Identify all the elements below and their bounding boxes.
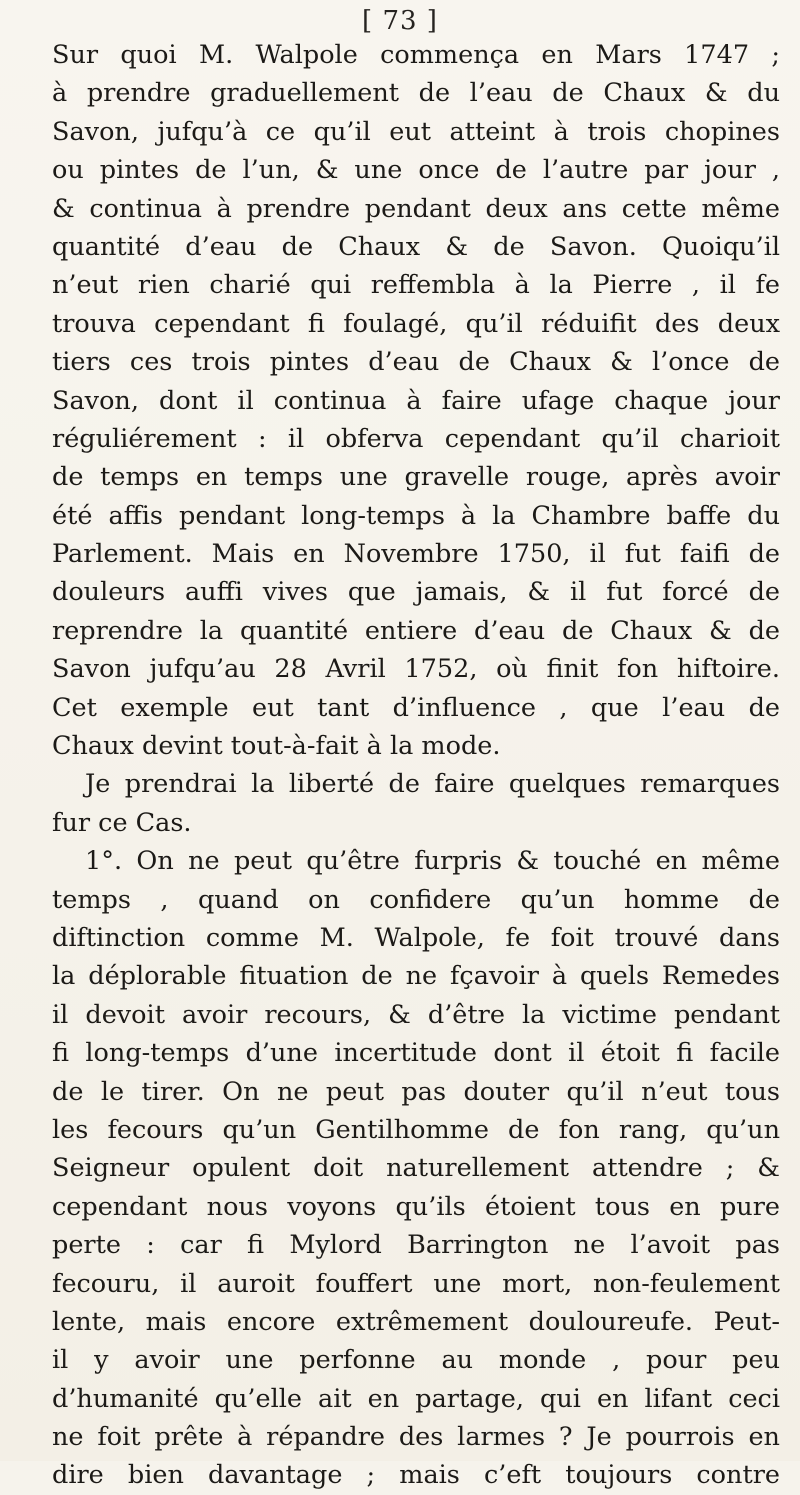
text-line: Savon, jufqu’à ce qu’il eut atteint à trois chopines bbox=[52, 116, 780, 147]
text-line: Cet exemple eut tant d’influence , que l’eau de bbox=[52, 692, 780, 723]
text-line: Savon, dont il continua à faire ufage chaque jour bbox=[52, 385, 780, 416]
text-line: d’humanité qu’elle ait en partage, qui en lifant ceci bbox=[52, 1383, 780, 1414]
text-line: lente, mais encore extrêmement douloureufe. Peut- bbox=[52, 1306, 780, 1337]
text-line: Sur quoi M. Walpole commença en Mars 1747 ; bbox=[52, 40, 780, 70]
text-line: Parlement. Mais en Novembre 1750, il fut faifi de bbox=[52, 539, 780, 570]
text-line: reprendre la quantité entiere d’eau de Chaux & de bbox=[52, 615, 780, 646]
text-line: la déplorable fituation de ne fçavoir à quels Remedes bbox=[52, 961, 780, 992]
text-line: fi long-temps d’une incertitude dont il étoit fi facile bbox=[52, 1038, 780, 1069]
text-line: douleurs auffi vives que jamais, & il fut forcé de bbox=[52, 577, 780, 608]
body-text bbox=[52, 36, 780, 1495]
text-line: Seigneur opulent doit naturellement attendre ; & bbox=[52, 1153, 780, 1184]
text-line: ne foit prête à répandre des larmes ? Je pourrois en bbox=[52, 1422, 780, 1453]
page-number: [ 73 ] bbox=[362, 6, 438, 36]
text-line: il devoit avoir recours, & d’être la victime pendant bbox=[52, 999, 780, 1030]
text-line: fur ce Cas. bbox=[52, 807, 192, 838]
text-line: & continua à prendre pendant deux ans cette même bbox=[52, 193, 780, 224]
text-line: Chaux devint tout-à-fait à la mode. bbox=[52, 731, 501, 762]
text-line: de temps en temps une gravelle rouge, après avoir bbox=[52, 462, 780, 493]
text-line: à prendre graduellement de l’eau de Chaux & du bbox=[52, 78, 780, 109]
text-line: temps , quand on confidere qu’un homme de bbox=[52, 884, 780, 915]
text-line: perte : car fi Mylord Barrington ne l’avoit pas bbox=[52, 1230, 780, 1261]
text-line: quantité d’eau de Chaux & de Savon. Quoiqu’il bbox=[52, 231, 780, 262]
text-line: réguliérement : il obferva cependant qu’il charioit bbox=[52, 423, 780, 454]
text-line: été affis pendant long-temps à la Chambre baffe du bbox=[52, 500, 780, 531]
text-line: de le tirer. On ne peut pas douter qu’il n’eut tous bbox=[52, 1076, 780, 1107]
text-line: diftinction comme M. Walpole, fe foit trouvé dans bbox=[52, 922, 780, 953]
text-line: trouva cependant fi foulagé, qu’il réduifit des deux bbox=[52, 308, 780, 339]
text-line: tiers ces trois pintes d’eau de Chaux & l’once de bbox=[52, 347, 780, 378]
text-line: il y avoir une perfonne au monde , pour peu bbox=[52, 1345, 780, 1376]
text-line: 1°. On ne peut qu’être furpris & touché en même bbox=[85, 846, 780, 877]
text-line: Je prendrai la liberté de faire quelques remarques bbox=[85, 769, 780, 800]
text-line: ou pintes de l’un, & une once de l’autre par jour , bbox=[52, 155, 780, 186]
text-line: n’eut rien charié qui reffembla à la Pierre , il fe bbox=[52, 270, 780, 301]
text-line: les fecours qu’un Gentilhomme de fon rang, qu’un bbox=[52, 1114, 780, 1145]
text-line: fecouru, il auroit fouffert une mort, non-feulement bbox=[52, 1268, 780, 1299]
text-line: Savon jufqu’au 28 Avril 1752, où finit fon hiftoire. bbox=[52, 654, 780, 685]
text-line: dire bien davantage ; mais c’eft toujours contre bbox=[52, 1460, 780, 1491]
text-line: cependant nous voyons qu’ils étoient tous en pure bbox=[52, 1191, 780, 1222]
